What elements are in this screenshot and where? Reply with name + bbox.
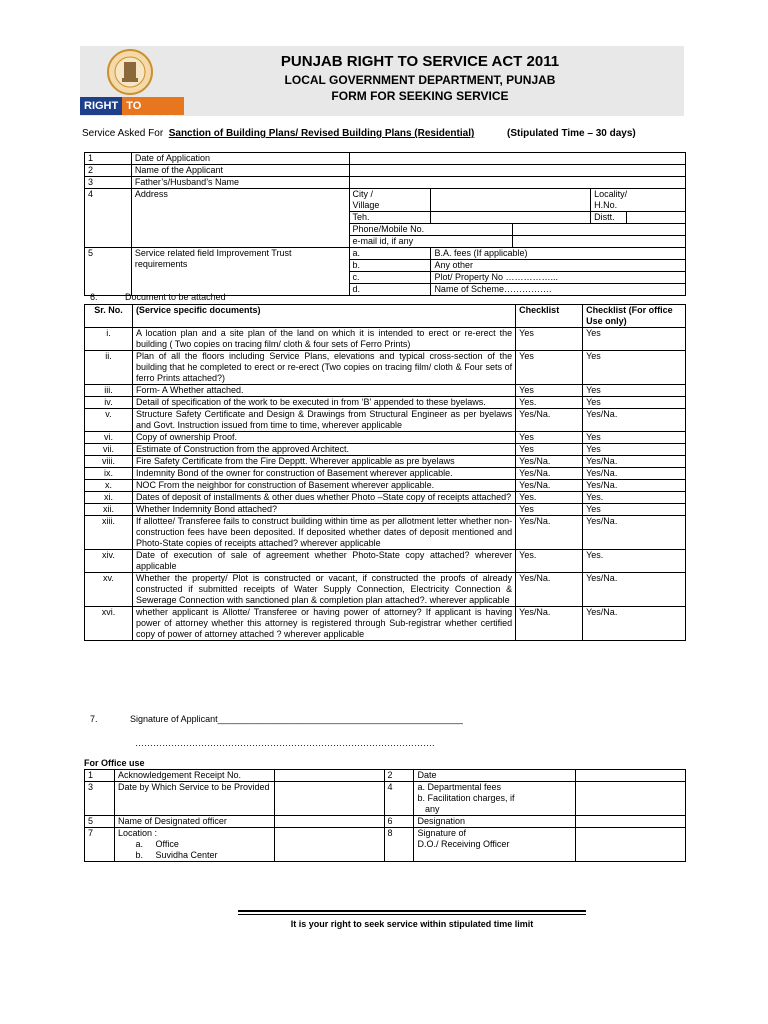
table-row (85, 782, 686, 816)
option-value: B.A. fees (If applicable) (431, 248, 686, 260)
punjab-emblem-icon (100, 48, 160, 96)
table-row (85, 480, 686, 492)
checklist-value[interactable]: Yes (516, 351, 583, 385)
designated-officer-label: Name of Designated officer (114, 816, 274, 828)
checklist-value[interactable]: Yes (516, 328, 583, 351)
office-checklist-value[interactable]: Yes (583, 397, 686, 409)
locality-label: Locality/ H.No. (591, 189, 686, 212)
table-row (85, 770, 686, 782)
document-description: NOC From the neighbor for construction of Basement wherever applicable. (132, 480, 515, 492)
header-sr-no: Sr. No. (85, 305, 133, 328)
row-number: 1 (85, 153, 132, 165)
table-row (85, 432, 686, 444)
sr-no: vi. (85, 432, 133, 444)
table-row (85, 550, 686, 573)
sr-no: iv. (85, 397, 133, 409)
form-title: FORM FOR SEEKING SERVICE (331, 89, 509, 103)
sr-no: i. (85, 328, 133, 351)
service-label: Service Asked For (82, 128, 164, 139)
checklist-value[interactable]: Yes/Na. (516, 409, 583, 432)
document-description: Whether Indemnity Bond attached? (132, 504, 515, 516)
row-number: 4 (384, 782, 414, 816)
office-checklist-value[interactable]: Yes/Na. (583, 516, 686, 550)
distt-label: Distt. (591, 212, 627, 224)
city-label: City / Village (349, 189, 431, 212)
header-checklist: Checklist (516, 305, 583, 328)
table-row (85, 607, 686, 641)
service-date-field[interactable] (274, 782, 384, 816)
table-row (85, 504, 686, 516)
checklist-value[interactable]: Yes (516, 504, 583, 516)
designation-field[interactable] (576, 816, 686, 828)
document-description: Structure Safety Certificate and Design & Drawings from Structural Engineer as per byelaws and Govt. Instruction issued from time to time, wherever applicable (132, 409, 515, 432)
email-label: e-mail id, if any (349, 236, 513, 248)
office-checklist-value[interactable]: Yes (583, 351, 686, 385)
address-label: Address (131, 189, 349, 248)
footer-divider (238, 914, 586, 915)
signature-do-field[interactable] (576, 828, 686, 862)
teh-label: Teh. (349, 212, 431, 224)
documents-table (84, 304, 686, 641)
checklist-value[interactable]: Yes (516, 432, 583, 444)
fees-label: a. Departmental fees b. Facilitation charges, if any (414, 782, 576, 816)
logo-to-service-text: TO SERVICE (122, 97, 184, 115)
father-husband-name-field[interactable] (349, 177, 685, 189)
document-description: Copy of ownership Proof. (132, 432, 515, 444)
service-date-label: Date by Which Service to be Provided (114, 782, 274, 816)
location-label: Location : a. Office b. Suvidha Center (114, 828, 274, 862)
sr-no: xiii. (85, 516, 133, 550)
date-label: Date (414, 770, 576, 782)
document-description: whether applicant is Allotte/ Transferee or having power of attorney? If applicant is having power of attorney whether this attorney is registered through Sub-registrar whether certified copy of power of attorney attached ? wherever applicable (132, 607, 515, 641)
checklist-value[interactable]: Yes. (516, 397, 583, 409)
signature-line: 7. Signature of Applicant_________________________________________________ (90, 714, 463, 724)
row-number: 7 (85, 828, 115, 862)
date-of-application-field[interactable] (349, 153, 685, 165)
signature-dotted-line: ………………………………………………………………………………………. (135, 738, 435, 748)
header-documents: (Service specific documents) (132, 305, 515, 328)
father-husband-name-label: Father’s/Husband’s Name (131, 177, 349, 189)
row-number: 1 (85, 770, 115, 782)
option-key: a. (349, 248, 431, 260)
phone-field[interactable] (513, 224, 686, 236)
table-row (85, 828, 686, 862)
sr-no: ix. (85, 468, 133, 480)
sr-no: vii. (85, 444, 133, 456)
checklist-value[interactable]: Yes/Na. (516, 573, 583, 607)
checklist-value[interactable]: Yes (516, 385, 583, 397)
option-key: c. (349, 272, 431, 284)
sr-no: viii. (85, 456, 133, 468)
sr-no: xi. (85, 492, 133, 504)
sr-no: xii. (85, 504, 133, 516)
checklist-value[interactable]: Yes/Na. (516, 607, 583, 641)
document-description: Estimate of Construction from the approved Architect. (132, 444, 515, 456)
sr-no: ii. (85, 351, 133, 385)
table-row (85, 444, 686, 456)
document-description: Fire Safety Certificate from the Fire Depptt. Wherever applicable as pre byelaws (132, 456, 515, 468)
checklist-value[interactable]: Yes. (516, 550, 583, 573)
office-checklist-value[interactable]: Yes/Na. (583, 468, 686, 480)
document-description: Whether the property/ Plot is constructed or vacant, if constructed the proofs of already constructed if submitted receipts of Water Supply Connection, Electricity Connection & Sewerage Connection with sanctioned plan & completion plan attached?. wherever applicable (132, 573, 515, 607)
designated-officer-field[interactable] (274, 816, 384, 828)
stipulated-time: (Stipulated Time – 30 days) (507, 128, 636, 139)
fees-field[interactable] (576, 782, 686, 816)
teh-field[interactable] (431, 212, 591, 224)
table-row (85, 573, 686, 607)
table-header-row (85, 305, 686, 328)
improvement-trust-label: Service related field Improvement Trust requirements (131, 248, 349, 296)
office-use-heading: For Office use (84, 758, 145, 768)
office-checklist-value[interactable]: Yes (583, 504, 686, 516)
sr-no: xvi. (85, 607, 133, 641)
row-number: 5 (85, 248, 132, 296)
checklist-value[interactable]: Yes/Na. (516, 516, 583, 550)
office-checklist-value[interactable]: Yes (583, 432, 686, 444)
office-checklist-value[interactable]: Yes/Na. (583, 573, 686, 607)
row-number: 5 (85, 816, 115, 828)
table-row (85, 516, 686, 550)
office-checklist-value[interactable]: Yes. (583, 550, 686, 573)
table-row (85, 397, 686, 409)
sr-no: v. (85, 409, 133, 432)
distt-field[interactable] (627, 212, 686, 224)
service-asked-line (82, 128, 702, 139)
table-row (85, 409, 686, 432)
option-value: Plot/ Property No ……………... (431, 272, 686, 284)
table-row (85, 456, 686, 468)
row-number: 3 (85, 782, 115, 816)
table-row (85, 328, 686, 351)
document-description: A location plan and a site plan of the land on which it is intended to erect or re-erect the building ( Two copies on tracing film/ cloth & four sets of Ferro Prints) (132, 328, 515, 351)
header-office-checklist: Checklist (For office Use only) (583, 305, 686, 328)
date-field[interactable] (576, 770, 686, 782)
row-number: 4 (85, 189, 132, 248)
office-checklist-value[interactable]: Yes (583, 385, 686, 397)
option-value: Any other (431, 260, 686, 272)
row-number: 2 (85, 165, 132, 177)
document-description: Form- A Whether attached. (132, 385, 515, 397)
table-row (85, 385, 686, 397)
location-field[interactable] (274, 828, 384, 862)
office-checklist-value[interactable]: Yes (583, 328, 686, 351)
table-row (85, 248, 686, 260)
table-row (85, 189, 686, 212)
option-key: d. (349, 284, 431, 296)
phone-label: Phone/Mobile No. (349, 224, 513, 236)
office-checklist-value[interactable]: Yes/Na. (583, 607, 686, 641)
ack-receipt-field[interactable] (274, 770, 384, 782)
ack-receipt-label: Acknowledgement Receipt No. (114, 770, 274, 782)
sr-no: iii. (85, 385, 133, 397)
sr-no: xv. (85, 573, 133, 607)
table-row (85, 816, 686, 828)
table-row (85, 165, 686, 177)
office-checklist-value[interactable]: Yes. (583, 492, 686, 504)
document-description: Detail of specification of the work to be executed in from ‘B’ appended to these byelaws. (132, 397, 515, 409)
logo-right-text: RIGHT (80, 97, 122, 115)
applicant-name-label: Name of the Applicant (131, 165, 349, 177)
date-of-application-label: Date of Application (131, 153, 349, 165)
office-use-table (84, 769, 686, 862)
designation-label: Designation (414, 816, 576, 828)
table-row (85, 351, 686, 385)
row-number: 2 (384, 770, 414, 782)
right-to-service-logo (80, 97, 184, 126)
document-description: Date of execution of sale of agreement whether Photo-State copy attached? wherever applicable (132, 550, 515, 573)
documents-heading: 6. Document to be attached (90, 292, 226, 302)
signature-do-label: Signature of D.O./ Receiving Officer (414, 828, 576, 862)
document-description: If allottee/ Transferee fails to construct building within time as per allotment letter whether non-construction fees have been deposited. If deposited whether dates of deposit mentioned and Photo-State copies of receipts attached? wherever applicable (132, 516, 515, 550)
applicant-name-field[interactable] (349, 165, 685, 177)
table-row (85, 153, 686, 165)
table-row (85, 177, 686, 189)
footer-divider (238, 910, 586, 912)
signature-field[interactable]: Signature of Applicant_________________________________________________ (130, 714, 463, 724)
sr-no: x. (85, 480, 133, 492)
city-field[interactable] (431, 189, 591, 212)
option-value: Name of Scheme……………. (431, 284, 686, 296)
checklist-value[interactable]: Yes. (516, 492, 583, 504)
office-checklist-value[interactable]: Yes (583, 444, 686, 456)
office-checklist-value[interactable]: Yes/Na. (583, 409, 686, 432)
footer-note: It is your right to seek service within stipulated time limit (290, 919, 534, 929)
row-number: 8 (384, 828, 414, 862)
service-name: Sanction of Building Plans/ Revised Building Plans (Residential) (168, 128, 475, 139)
table-row (85, 468, 686, 480)
checklist-value[interactable]: Yes/Na. (516, 456, 583, 468)
document-description: Dates of deposit of installments & other dues whether Photo –State copy of receipts attached? (132, 492, 515, 504)
office-checklist-value[interactable]: Yes/Na. (583, 480, 686, 492)
checklist-value[interactable]: Yes/Na. (516, 480, 583, 492)
option-key: b. (349, 260, 431, 272)
document-description: Plan of all the floors including Service Plans, elevations and typical cross-section of the building that he completed to erect or re-erect (Two copies on tracing film/ cloth & Four sets of ferro Prints attached?) (132, 351, 515, 385)
checklist-value[interactable]: Yes/Na. (516, 468, 583, 480)
page-title: PUNJAB RIGHT TO SERVICE ACT 2011 (280, 53, 560, 70)
applicant-details-table (84, 152, 686, 296)
department-title: LOCAL GOVERNMENT DEPARTMENT, PUNJAB (284, 73, 556, 87)
table-row (85, 492, 686, 504)
row-number: 3 (85, 177, 132, 189)
row-number: 6 (384, 816, 414, 828)
document-description: Indemnity Bond of the owner for construction of Basement wherever applicable. (132, 468, 515, 480)
checklist-value[interactable]: Yes (516, 444, 583, 456)
sr-no: xiv. (85, 550, 133, 573)
email-field[interactable] (513, 236, 686, 248)
office-checklist-value[interactable]: Yes/Na. (583, 456, 686, 468)
